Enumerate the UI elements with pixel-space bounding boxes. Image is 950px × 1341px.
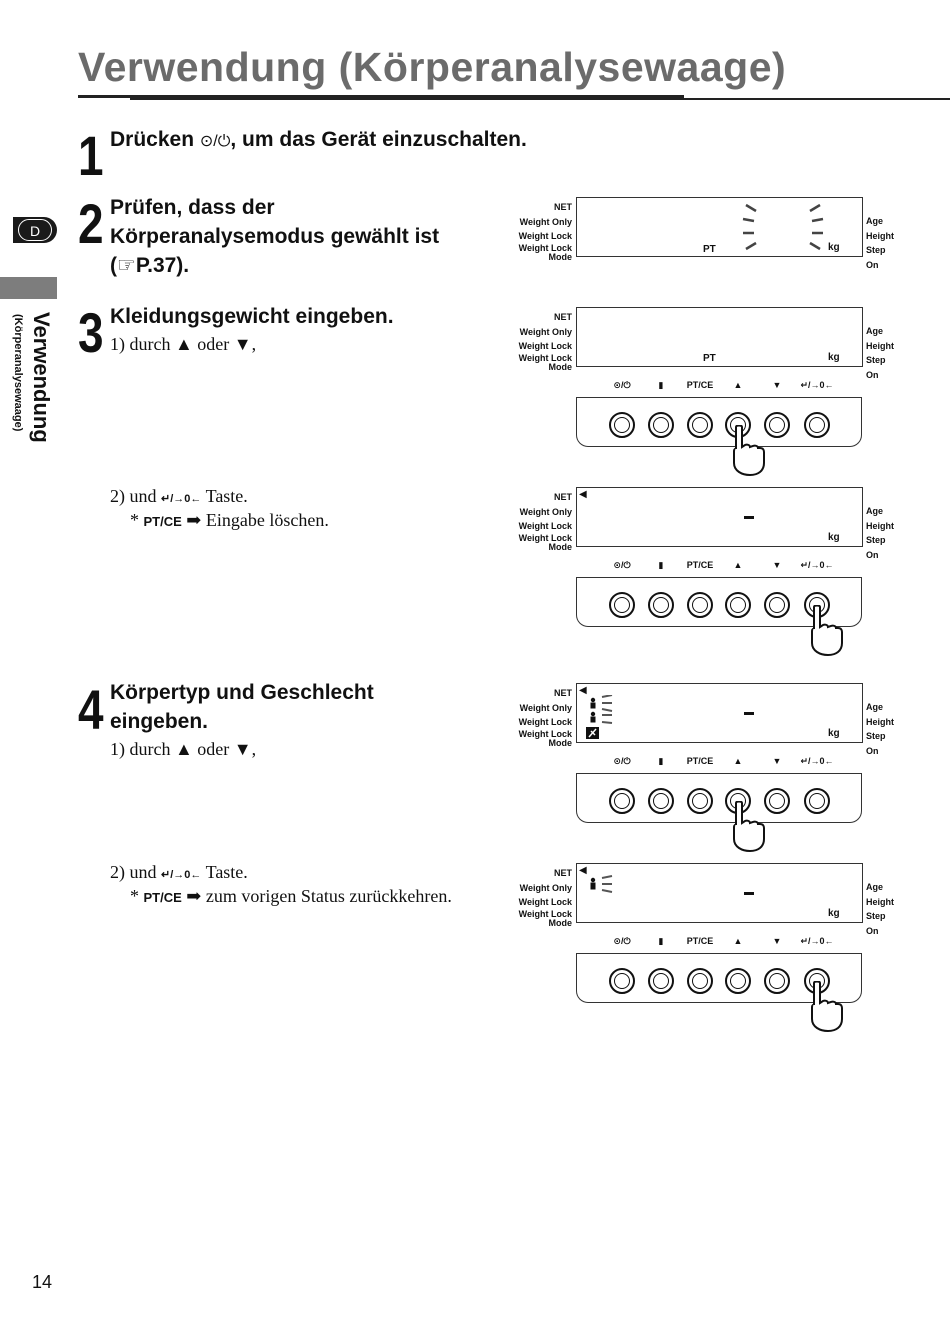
ptce-key-label: PT/CE	[143, 514, 182, 529]
btn-label-ptce: PT/CE	[686, 560, 714, 570]
minus-sign	[744, 712, 754, 715]
power-icon: ⊙/⏻	[199, 133, 231, 150]
btn-label-up: ▲	[733, 560, 743, 570]
lcd-label-age: Age	[866, 216, 884, 226]
lcd-label-mode: Mode	[548, 251, 572, 262]
btn-label-power: ⊙/⏻	[613, 560, 631, 570]
page-title: Verwendung (Körperanalysewaage)	[78, 44, 787, 90]
step-2-line-1: Prüfen, dass der	[110, 196, 275, 219]
btn-label-down: ▼	[772, 756, 782, 766]
note-star: *	[130, 510, 139, 530]
minus-sign	[744, 516, 754, 519]
enter-button[interactable]	[804, 788, 830, 814]
ptce-button[interactable]	[687, 788, 713, 814]
step-3-sub-2-pre: 2) und	[110, 486, 157, 506]
lcd-label-height: Height	[866, 520, 894, 531]
lcd-screen	[576, 307, 863, 367]
tare-button[interactable]	[648, 968, 674, 994]
btn-label-up: ▲	[733, 756, 743, 766]
lcd-label-mode: Mode	[548, 737, 572, 748]
power-button[interactable]	[609, 968, 635, 994]
lcd-label-weight-lock: Weight Lock	[518, 897, 572, 907]
body-type-icons	[582, 695, 616, 743]
btn-label-down: ▼	[772, 380, 782, 390]
lcd-label-weight-lock-mode: Weight Lock	[518, 908, 572, 919]
lcd-label-weight-only: Weight Only	[519, 326, 572, 337]
step-4-sub-2-post: Taste.	[205, 862, 248, 882]
step-3-note	[130, 508, 329, 534]
step-4-sub-2	[110, 860, 248, 887]
button-panel	[576, 773, 862, 823]
pointing-hand-icon	[728, 425, 768, 477]
lcd-label-step-on: Step On	[866, 245, 886, 270]
lcd-label-weight-only: Weight Only	[519, 216, 572, 227]
btn-label-ptce: PT/CE	[686, 380, 714, 390]
page-number: 14	[32, 1272, 53, 1292]
lcd-left-labels	[512, 866, 572, 928]
lcd-label-weight-only: Weight Only	[519, 506, 572, 517]
lcd-label-weight-lock: Weight Lock	[518, 521, 572, 531]
lcd-label-net: NET	[554, 868, 572, 878]
btn-label-enter: ↵/→0←	[800, 936, 834, 946]
lcd-label-height: Height	[866, 230, 894, 241]
step-2-line-2: Körperanalysemodus gewählt ist	[110, 225, 440, 248]
lcd-unit: kg	[828, 728, 840, 739]
lcd-label-net: NET	[554, 492, 572, 502]
btn-label-power: ⊙/⏻	[613, 380, 631, 390]
btn-label-tare: ▮	[658, 560, 664, 570]
net-indicator-icon: ◀	[579, 865, 587, 876]
step-2-number: 2	[78, 192, 104, 255]
lcd-label-weight-lock-mode: Weight Lock	[518, 532, 572, 543]
power-button[interactable]	[609, 788, 635, 814]
side-section-label: Verwendung	[29, 312, 54, 443]
lcd-left-labels	[512, 686, 572, 748]
lcd-label-step-on: Step On	[866, 911, 886, 936]
lcd-label-step-on: Step On	[866, 535, 886, 560]
step-3-note-text: Eingabe löschen.	[205, 510, 329, 530]
step-4-sub-2-pre: 2) und	[110, 862, 157, 882]
step-4-note	[130, 884, 452, 910]
btn-label-power: ⊙/⏻	[613, 756, 631, 766]
btn-label-tare: ▮	[658, 936, 664, 946]
btn-label-enter: ↵/→0←	[800, 756, 834, 766]
lcd-unit: kg	[828, 532, 840, 543]
note-star: *	[130, 886, 139, 906]
down-button[interactable]	[764, 968, 790, 994]
step-3-sub-2-post: Taste.	[205, 486, 248, 506]
lcd-label-mode: Mode	[548, 541, 572, 552]
power-button[interactable]	[609, 592, 635, 618]
pointing-hand-icon	[728, 801, 768, 853]
ptce-button[interactable]	[687, 592, 713, 618]
minus-sign	[744, 892, 754, 895]
lcd-screen	[576, 683, 863, 743]
lcd-label-weight-only: Weight Only	[519, 702, 572, 713]
net-indicator-icon: ◀	[579, 489, 587, 500]
net-indicator-icon: ◀	[579, 685, 587, 696]
body-type-icon	[582, 875, 616, 895]
btn-label-tare: ▮	[658, 756, 664, 766]
lcd-unit: kg	[828, 242, 840, 253]
pointing-hand-icon	[806, 605, 846, 657]
lcd-label-mode: Mode	[548, 917, 572, 928]
lcd-right-labels	[866, 324, 894, 382]
lcd-label-mode: Mode	[548, 361, 572, 372]
lcd-label-height: Height	[866, 340, 894, 351]
lcd-left-labels	[512, 200, 572, 262]
tare-button[interactable]	[648, 788, 674, 814]
lcd-label-age: Age	[866, 506, 884, 516]
up-button[interactable]	[725, 592, 751, 618]
step-3-number: 3	[78, 301, 104, 364]
btn-label-ptce: PT/CE	[686, 756, 714, 766]
btn-label-power: ⊙/⏻	[613, 936, 631, 946]
lcd-left-labels	[512, 310, 572, 372]
btn-label-enter: ↵/→0←	[800, 380, 834, 390]
step-4-note-text: zum vorigen Status zurückkehren.	[205, 886, 452, 906]
enter-button[interactable]	[804, 412, 830, 438]
lcd-label-age: Age	[866, 326, 884, 336]
btn-label-tare: ▮	[658, 380, 664, 390]
side-section-sublabel: (Körperanalysewaage)	[12, 314, 24, 432]
btn-label-ptce: PT/CE	[686, 936, 714, 946]
step-1-number: 1	[78, 124, 104, 187]
lcd-label-weight-lock: Weight Lock	[518, 717, 572, 727]
section-marker	[0, 277, 57, 299]
btn-label-up: ▲	[733, 380, 743, 390]
lcd-label-age: Age	[866, 702, 884, 712]
lcd-pt-label: PT	[703, 353, 716, 364]
tare-button[interactable]	[648, 412, 674, 438]
lcd-right-labels	[866, 214, 894, 272]
step-1-text-post: , um das Gerät einzuschalten.	[230, 128, 527, 151]
step-4-line-1: Körpertyp und Geschlecht	[110, 681, 374, 704]
btn-label-down: ▼	[772, 560, 782, 570]
step-4-number: 4	[78, 678, 104, 741]
btn-label-enter: ↵/→0←	[800, 560, 834, 570]
lcd-label-weight-lock-mode: Weight Lock	[518, 352, 572, 363]
lcd-right-labels	[866, 504, 894, 562]
lcd-label-age: Age	[866, 882, 884, 892]
enter-zero-icon: ↵/→0←	[161, 493, 202, 505]
pointing-hand-icon	[806, 981, 846, 1033]
lcd-label-step-on: Step On	[866, 355, 886, 380]
tare-button[interactable]	[648, 592, 674, 618]
lcd-left-labels	[512, 490, 572, 552]
lcd-pt-label: PT	[703, 244, 716, 255]
btn-label-down: ▼	[772, 936, 782, 946]
step-1-text-pre: Drücken	[110, 128, 195, 151]
ptce-button[interactable]	[687, 412, 713, 438]
up-button[interactable]	[725, 968, 751, 994]
step-2-line-3: (☞P.37).	[110, 254, 190, 277]
lcd-label-net: NET	[554, 688, 572, 698]
language-badge: D	[18, 219, 52, 241]
step-4-sub-1: 1) durch ▲ oder ▼,	[110, 739, 257, 759]
ptce-key-label: PT/CE	[143, 890, 182, 905]
step-3-sub-1: 1) durch ▲ oder ▼,	[110, 334, 257, 354]
step-3-sub-2	[110, 484, 248, 511]
lcd-unit: kg	[828, 908, 840, 919]
step-2-heading	[110, 193, 510, 280]
btn-label-up: ▲	[733, 936, 743, 946]
lcd-label-weight-lock: Weight Lock	[518, 341, 572, 351]
lcd-label-height: Height	[866, 896, 894, 907]
button-panel	[576, 397, 862, 447]
lcd-label-weight-lock-mode: Weight Lock	[518, 728, 572, 739]
lcd-label-weight-only: Weight Only	[519, 882, 572, 893]
lcd-label-net: NET	[554, 312, 572, 322]
lcd-label-height: Height	[866, 716, 894, 727]
step-3-heading: Kleidungsgewicht eingeben.	[110, 305, 394, 328]
ptce-button[interactable]	[687, 968, 713, 994]
lcd-right-labels	[866, 700, 894, 758]
lcd-screen	[576, 487, 863, 547]
arrow-right-icon: ➡	[186, 886, 202, 906]
lcd-label-net: NET	[554, 202, 572, 212]
blink-rays-icon	[740, 197, 826, 257]
lcd-unit: kg	[828, 352, 840, 363]
power-button[interactable]	[609, 412, 635, 438]
lcd-screen	[576, 863, 863, 923]
enter-zero-icon: ↵/→0←	[161, 869, 202, 881]
lcd-right-labels	[866, 880, 894, 938]
step-4-line-2: eingeben.	[110, 710, 209, 733]
lcd-label-step-on: Step On	[866, 731, 886, 756]
down-button[interactable]	[764, 592, 790, 618]
lcd-label-weight-lock: Weight Lock	[518, 231, 572, 241]
step-4-heading	[110, 678, 374, 736]
step-1-heading	[110, 125, 527, 156]
title-rule	[130, 98, 950, 100]
lcd-label-weight-lock-mode: Weight Lock	[518, 242, 572, 253]
arrow-right-icon: ➡	[186, 510, 202, 530]
